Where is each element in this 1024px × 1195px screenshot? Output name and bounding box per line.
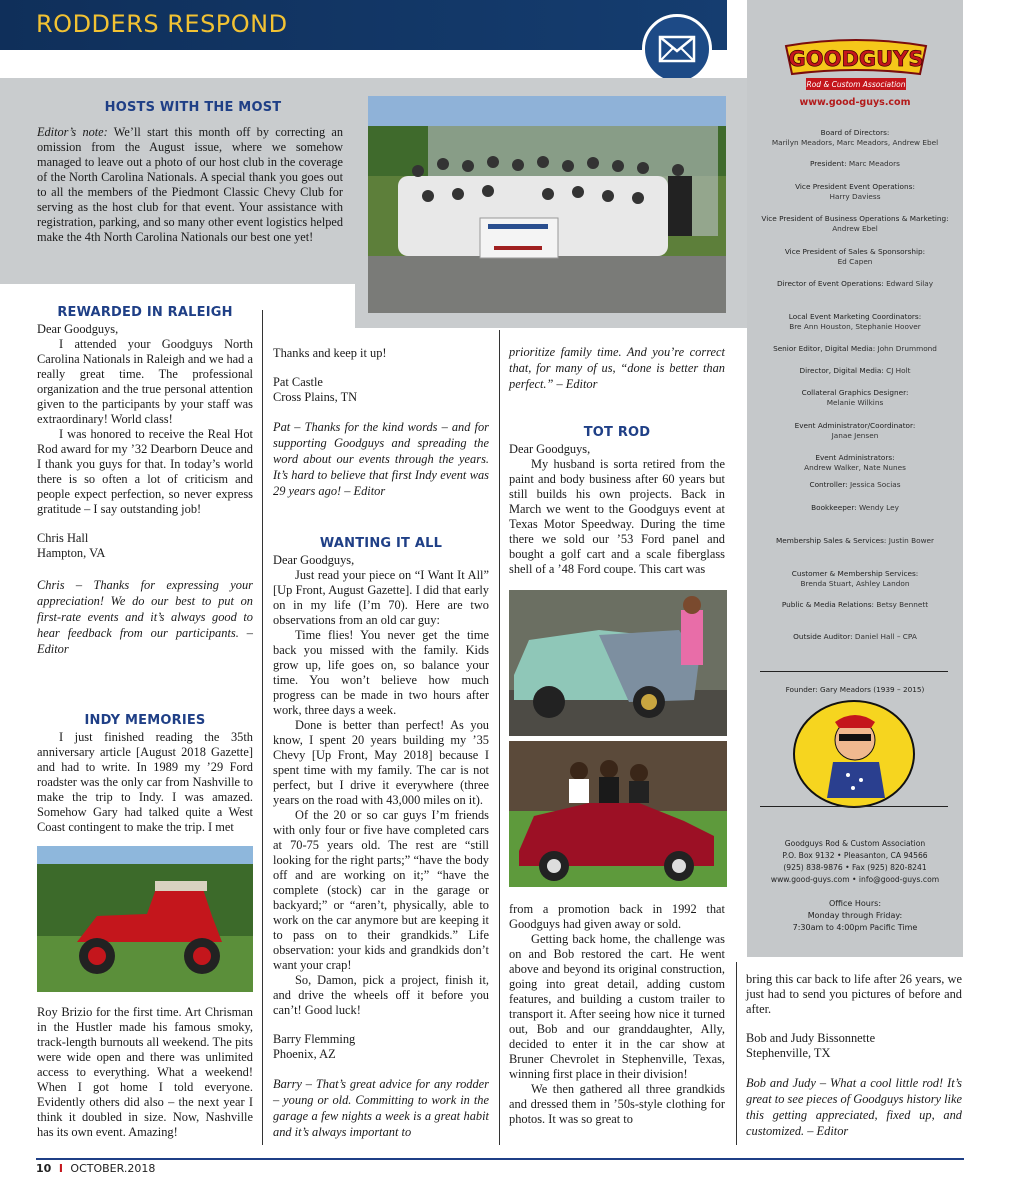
association-address: [757, 838, 953, 886]
indy-paragraph-3: Thanks and keep it up!: [273, 346, 387, 360]
indy-continued: [37, 1005, 253, 1140]
staff-names: Andrew Ebel: [832, 224, 878, 233]
totrod-heading: TOT ROD: [583, 425, 651, 440]
wanting-salutation: Dear Goodguys,: [273, 553, 355, 567]
totrod-editor-reply: Bob and Judy – What a cool little rod! It’s great to see pieces of Goodguys history like this getting appreciated, fixed up, and customized. – Editor: [746, 1076, 962, 1138]
wanting-editor-reply-part-2: prioritize family time. And you’re correct that, for many of us, “done is better than perfect.” – Editor: [509, 345, 725, 391]
staff-entry: [757, 366, 953, 376]
totrod-paragraph-2: Getting back home, the challenge was on and Bob restored the cart. He went above and beyond its original construction, going into great detail, adding custom features, and building a custom trailer to transport it. After seeing how nice it turned out, Bob and our granddaughter, Ally, decided to enter it in the car show at Bruner Chevrolet in Stephenville, Texas, winning first place in their division!: [509, 932, 725, 1081]
staff-names: John Drummond: [877, 344, 937, 353]
wanting-paragraph-2: Time flies! You never get the time back you missed with the family. Kids grow up, life goes on, so balance your time. You won’t believe how much progress can be made in two hours after work, three days a week.: [273, 628, 489, 717]
wanting-editor-reply-part-1: Barry – That’s great advice for any rodder – young or old. Committing to work in the garage a few nights a week is a great habit and it’s always important to: [273, 1077, 489, 1139]
section-title: RODDERS RESPOND: [36, 10, 288, 38]
staff-names: Melanie Wilkins: [826, 398, 884, 407]
indy-closing: [273, 346, 489, 499]
address-line-4: www.good-guys.com • info@good-guys.com: [770, 875, 940, 884]
staff-role: Senior Editor, Digital Media:: [773, 344, 876, 353]
sidebar-divider: [760, 671, 948, 672]
staff-role: Outside Auditor:: [793, 632, 853, 641]
indy-signature-place: Cross Plains, TN: [273, 390, 358, 404]
address-line-1: Goodguys Rod & Custom Association: [784, 839, 926, 848]
staff-role: Bookkeeper:: [811, 503, 857, 512]
indy-paragraph-2: Roy Brizio for the first time. Art Chrisman in the Hustler made his famous smoky, track-length burnouts all weekend. The pits were wide open and there was unlimited access to everything. What a weekend! When I got home I told everyone. Evidently others did also – the next year I think it doubled in size. Now, Nashville has its own event. Amazing!: [37, 1005, 253, 1139]
column-rule: [262, 310, 263, 1145]
totrod-signature-place: Stephenville, TX: [746, 1046, 831, 1060]
staff-role: President:: [810, 159, 847, 168]
indy-paragraph-1-text: I just finished reading the 35th anniversary article [August 2018 Gazette] and had to write. In 1989 my ’29 Ford roadster was the only car from Nashville to make the trip to Indy. I was amazed. Somehow Gary had talked quite a West Coast contingent to make the trip. I met: [37, 730, 253, 834]
indy-heading: INDY MEMORIES: [84, 713, 206, 728]
staff-names: Marilyn Meadors, Marc Meadors, Andrew Ebel: [771, 138, 939, 147]
logo-subtitle: Rod & Custom Association: [806, 80, 906, 89]
raleigh-paragraph-1: I attended your Goodguys North Carolina Nationals in Raleigh and we had a really great time. The professional organization and the true personal attention given to the participants by your staff was extraordinary! World class!: [37, 337, 253, 426]
wanting-paragraph-1: Just read your piece on “I Want It All” [Up Front, August Gazette]. I did that early on in my life (I’m 70). Here are two observations from an old car guy:: [273, 568, 489, 627]
staff-entry: [757, 247, 953, 267]
staff-entry: [757, 480, 953, 490]
editor-note-label: Editor’s note:: [37, 125, 108, 139]
staff-names: Harry Daviess: [829, 192, 881, 201]
sidebar-divider: [760, 806, 948, 807]
staff-entry: [757, 182, 953, 202]
totrod-continued: [509, 902, 725, 1127]
wanting-heading: WANTING IT ALL: [319, 536, 443, 551]
editor-note: [37, 125, 343, 245]
staff-entry: [757, 503, 953, 513]
wanting-paragraph-5: So, Damon, pick a project, finish it, and drive the wheels off it before you can’t! Good luck!: [273, 973, 489, 1017]
staff-names: Justin Bower: [888, 536, 935, 545]
staff-names: Andrew Walker, Nate Nunes: [804, 463, 906, 472]
totrod-paragraph-1-end: from a promotion back in 1992 that Goodguys had given away or sold.: [509, 902, 725, 931]
raleigh-signature-place: Hampton, VA: [37, 546, 106, 560]
column-rule: [736, 962, 737, 1145]
staff-entry: [757, 421, 953, 441]
totrod-paragraph-1: My husband is sorta retired from the paint and body business after 60 years but still builds his own projects. Back in March we went to the Goodguys event at Texas Motor Speedway. During the time there we sold our ’53 Ford panel and bought a golf cart and a scale fiberglass shell of a ’48 Ford coupe. This cart was: [509, 457, 725, 576]
wanting-letter: [273, 553, 489, 1140]
page-footer: [36, 1162, 155, 1175]
wanting-reply-continued: [509, 344, 725, 392]
staff-role: Customer & Membership Services:: [791, 569, 919, 578]
office-hours: [757, 898, 953, 934]
address-line-2: P.O. Box 9132 • Pleasanton, CA 94566: [782, 851, 928, 860]
address-line-3: (925) 838-9876 • Fax (925) 820-8241: [783, 863, 927, 872]
staff-names: Janae Jensen: [831, 431, 879, 440]
indy-editor-reply: Pat – Thanks for the kind words – and for supporting Goodguys and spreading the word about our events through the years. It’s hard to believe that first Indy event was 29 years ago! – Editor: [273, 420, 489, 498]
raleigh-heading: REWARDED IN RALEIGH: [57, 305, 233, 320]
staff-role: Director of Event Operations:: [776, 279, 884, 288]
staff-entry: [757, 453, 953, 473]
staff-entry: [757, 214, 953, 234]
staff-entry: [757, 388, 953, 408]
totrod-salutation: Dear Goodguys,: [509, 442, 591, 456]
office-hours-label: Office Hours:: [828, 899, 882, 908]
editor-note-text: We’ll start this month off by correcting an omission from the August issue, where we somehow managed to leave out a photo of our host club in the coverage of the North Carolina Nationals. A special thank you goes out to all the members of the Piedmont Classic Chevy Club for serving as the host club for that event. Your assistance with registration, parking, and so many other event logistics helped make the 4th North Carolina Nationals our best one yet!: [37, 125, 343, 244]
staff-entry: [757, 279, 953, 289]
totrod-signature-name: Bob and Judy Bissonnette: [746, 1031, 876, 1045]
totrod-paragraph-4: bring this car back to life after 26 years, we just had to send you pictures of before and after.: [746, 972, 962, 1016]
raleigh-paragraph-2: I was honored to receive the Real Hot Rod award for my ’32 Dearborn Deuce and I thank you guys for that. In today’s world there is so often a lot of criticism and people expect perfection, so never express gratitude – I say outstanding job!: [37, 427, 253, 516]
staff-role: Local Event Marketing Coordinators:: [788, 312, 922, 321]
staff-names: Ed Capen: [837, 257, 873, 266]
staff-entry: [757, 128, 953, 148]
indy-paragraph-1: [37, 730, 253, 835]
issue-date: OCTOBER.2018: [70, 1162, 156, 1175]
staff-role: Collateral Graphics Designer:: [801, 388, 909, 397]
staff-role: Event Administrators:: [815, 453, 895, 462]
goodguys-logo: [780, 38, 932, 92]
staff-names: Brenda Stuart, Ashley Landon: [800, 579, 910, 588]
staff-role: Controller:: [809, 480, 848, 489]
staff-role: Vice President of Business Operations & Marketing:: [761, 214, 949, 223]
column-rule: [499, 330, 500, 1145]
staff-role: Membership Sales & Services:: [775, 536, 887, 545]
office-hours-days: Monday through Friday:: [807, 911, 903, 920]
staff-names: Daniel Hall – CPA: [854, 632, 917, 641]
footer-rule: [36, 1158, 964, 1160]
golf-cart-before-photo: [509, 590, 727, 736]
staff-names: Bre Ann Houston, Stephanie Hoover: [789, 322, 921, 331]
raleigh-salutation: Dear Goodguys,: [37, 322, 119, 336]
staff-names: Betsy Bennett: [876, 600, 929, 609]
staff-entry: [757, 159, 953, 169]
staff-names: Edward Silay: [886, 279, 934, 288]
staff-role: Public & Media Relations:: [781, 600, 875, 609]
envelope-icon: [642, 14, 712, 84]
totrod-letter: [509, 442, 725, 577]
footer-separator: I: [58, 1162, 63, 1175]
staff-role: Director, Digital Media:: [799, 366, 884, 375]
staff-role: Vice President Event Operations:: [795, 182, 915, 191]
wanting-signature-place: Phoenix, AZ: [273, 1047, 336, 1061]
totrod-closing: [746, 972, 962, 1139]
staff-entry: [757, 569, 953, 589]
founder-cartoon: [793, 700, 915, 808]
staff-entry: [757, 312, 953, 332]
staff-role: Event Administrator/Coordinator:: [794, 421, 916, 430]
staff-entry: [757, 536, 953, 546]
staff-entry: [757, 600, 953, 610]
ford-roadster-photo: [37, 846, 253, 992]
wanting-paragraph-4: Of the 20 or so car guys I’m friends with only four or five have completed cars at 70-75 years old. The rest are “still looking for the right parts;” “have the body off and are working on it;” “have the complete (stock) car in the garage or backyard;” or “aren’t, physically, able to work on the car anymore but are keeping it to pass on to their grandkids.” Life observation: your kids and grandkids don’t want your crap!: [273, 808, 489, 972]
staff-names: Jessica Socias: [850, 480, 901, 489]
wanting-paragraph-3: Done is better than perfect! As you know, I spent 20 years building my ’35 Chevy [Up Front, May 2018] because I spent time with my family. The car is not perfect, but I drive it everywhere (three years on the road with 43,000 miles on it).: [273, 718, 489, 807]
staff-role: Vice President of Sales & Sponsorship:: [784, 247, 926, 256]
wanting-signature-name: Barry Flemming: [273, 1032, 356, 1046]
sidebar-website: www.good-guys.com: [799, 97, 911, 108]
totrod-paragraph-3: We then gathered all three grandkids and dressed them in ’50s-style clothing for photos. It was so great to: [509, 1082, 725, 1126]
staff-entry: [757, 344, 953, 354]
page-number: 10: [36, 1162, 52, 1175]
golf-cart-after-photo: [509, 741, 727, 887]
staff-role: Board of Directors:: [820, 128, 890, 137]
founder-credit: Founder: Gary Meadors (1939 – 2015): [785, 685, 925, 694]
staff-names: Wendy Ley: [858, 503, 899, 512]
logo-wordmark: GOODGUYS: [788, 47, 924, 71]
raleigh-signature-name: Chris Hall: [37, 531, 89, 545]
staff-names: CJ Holt: [886, 366, 911, 375]
staff-names: Marc Meadors: [848, 159, 900, 168]
indy-signature-name: Pat Castle: [273, 375, 323, 389]
office-hours-time: 7:30am to 4:00pm Pacific Time: [792, 923, 918, 932]
host-club-group-photo: [368, 96, 726, 313]
staff-entry: [757, 632, 953, 642]
raleigh-editor-reply: Chris – Thanks for expressing your appreciation! We do our best to put on first-rate events and it’s always good to hear feedback from our participants. – Editor: [37, 578, 253, 656]
raleigh-letter: [37, 322, 253, 657]
hosts-heading: HOSTS WITH THE MOST: [104, 100, 282, 115]
